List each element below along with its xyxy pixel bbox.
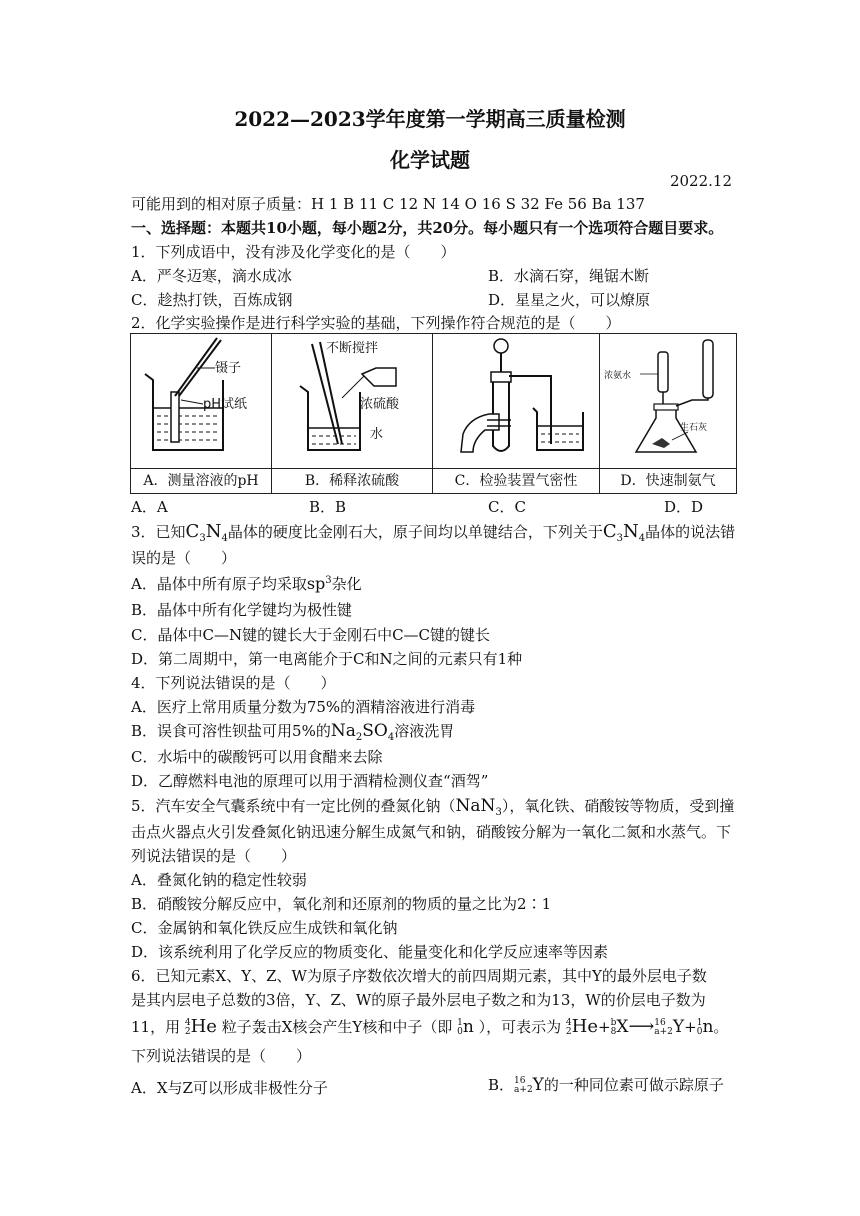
q3-option-a: A．晶体中所有原子均采取$sp^3$杂化 <box>131 574 362 593</box>
q2-answer-a: A．A <box>131 498 168 516</box>
page-title: 2022—2023学年度第一学期高三质量检测 <box>234 107 626 131</box>
page-subtitle: 化学试题 <box>390 148 470 172</box>
q1-option-d: D．星星之火，可以燎原 <box>488 291 651 309</box>
q6-stem-line2: 是其内层电子总数的3倍，Y、Z、W的原子最外层电子数之和为13，W的价层电子数为 <box>131 991 706 1009</box>
q1-stem: 1．下列成语中，没有涉及化学变化的是（ ） <box>131 243 456 261</box>
q1-option-c: C．趁热打铁，百炼成钢 <box>131 291 293 309</box>
q3-stem-line1: 3．已知$C_3N_4$晶体的硬度比金刚石大，原子间均以单键结合，下列关于$C_3N_4$晶体的说法错 <box>131 521 736 544</box>
q3-option-c: C．晶体中C—N键的键长大于金刚石中C—C键的键长 <box>131 626 491 644</box>
figure-b <box>272 334 433 469</box>
q5-option-c: C．金属钠和氧化铁反应生成铁和氧化钠 <box>131 919 398 937</box>
water-label: 水 <box>370 427 384 442</box>
q4-option-b: B．误食可溶性钡盐可用5%的$Na_2SO_4$溶液洗胃 <box>131 721 455 743</box>
q1-option-a: A．严冬迈寒，滴水成冰 <box>131 267 292 285</box>
stir-label: 不断搅拌 <box>326 341 379 356</box>
caption-c: C．检验装置气密性 <box>433 469 600 494</box>
q4-option-d: D．乙醇燃料电池的原理可以用于酒精检测仪查“酒驾” <box>131 772 489 790</box>
exam-date: 2022.12 <box>669 172 732 190</box>
figure-d <box>600 334 737 469</box>
dilute-acid-illustration <box>272 334 432 464</box>
q4-option-c: C．水垢中的碳酸钙可以用食醋来去除 <box>131 748 383 766</box>
q2-answer-b: B．B <box>309 498 347 516</box>
q2-figure-table <box>130 333 737 494</box>
q3-stem-line2: 误的是（ ） <box>131 549 237 567</box>
q6-option-a: A．X与Z可以形成非极性分子 <box>131 1079 328 1097</box>
q6-stem-line4: 下列说法错误的是（ ） <box>131 1047 312 1065</box>
figure-c <box>433 334 600 469</box>
ph-paper-label: pH试纸 <box>203 397 248 412</box>
ammonia-prep-illustration <box>600 334 736 464</box>
q5-stem-line1: 5．汽车安全气囊系统中有一定比例的叠氮化钠（NaN$_3$），氧化铁、硝酸铵等物质，受到撞 <box>131 796 735 818</box>
q6-option-b: B． 16 a+2 Y的一种同位素可做示踪原子 <box>488 1075 724 1095</box>
caption-d: D．快速制氨气 <box>600 469 737 494</box>
quicklime-label: 生石灰 <box>680 423 708 433</box>
section-heading: 一、选择题：本题共10小题，每小题2分，共20分。每小题只有一个选项符合题目要求。 <box>131 219 724 237</box>
atomic-masses: 可能用到的相对原子质量：H 1 B 11 C 12 N 14 O 16 S 32 Fe 56 Ba 137 <box>131 195 645 213</box>
q5-stem-line2: 击点火器点火引发叠氮化钠迅速分解生成氮气和钠，硝酸铵分解为一氧化二氮和水蒸气。下 <box>131 823 732 841</box>
figure-a <box>131 334 272 469</box>
caption-b: B．稀释浓硫酸 <box>272 469 433 494</box>
q2-stem: 2．化学实验操作是进行科学实验的基础，下列操作符合规范的是（ ） <box>131 314 621 332</box>
q6-stem-line1: 6．已知元素X、Y、Z、W为原子序数依次增大的前四周期元素，其中Y的最外层电子数 <box>131 967 707 985</box>
q5-option-a: A．叠氮化钠的稳定性较弱 <box>131 871 307 889</box>
q2-answer-d: D．D <box>664 498 704 516</box>
ph-measure-illustration <box>131 334 271 464</box>
q6-stem-line3: 11，用 4 2 He 粒子轰击X核会产生Y核和中子（即 1 0 n ），可表示为 4 2 He+ b 8 X⟶ 16 a+2 Y+ 1 0 n。 <box>131 1016 729 1037</box>
caption-a: A．测量溶液的pH <box>131 469 272 494</box>
acid-label: 浓硫酸 <box>360 397 400 412</box>
q3-option-b: B．晶体中所有化学键均为极性键 <box>131 601 353 619</box>
airtightness-illustration <box>433 334 599 464</box>
q5-stem-line3: 列说法错误的是（ ） <box>131 847 297 865</box>
tweezers-label: 镊子 <box>215 361 242 376</box>
q5-option-b: B．硝酸铵分解反应中，氧化剂和还原剂的物质的量之比为2∶1 <box>131 895 552 913</box>
q4-stem: 4．下列说法错误的是（ ） <box>131 674 336 692</box>
q4-option-a: A．医疗上常用质量分数为75%的酒精溶液进行消毒 <box>131 698 476 716</box>
q2-answer-c: C．C <box>488 498 526 516</box>
ammonia-water-label: 浓氨水 <box>604 371 632 381</box>
q1-option-b: B．水滴石穿，绳锯木断 <box>488 267 650 285</box>
q5-option-d: D．该系统利用了化学反应的物质变化、能量变化和化学反应速率等因素 <box>131 943 609 961</box>
q3-option-d: D．第二周期中，第一电离能介于C和N之间的元素只有1种 <box>131 650 523 668</box>
